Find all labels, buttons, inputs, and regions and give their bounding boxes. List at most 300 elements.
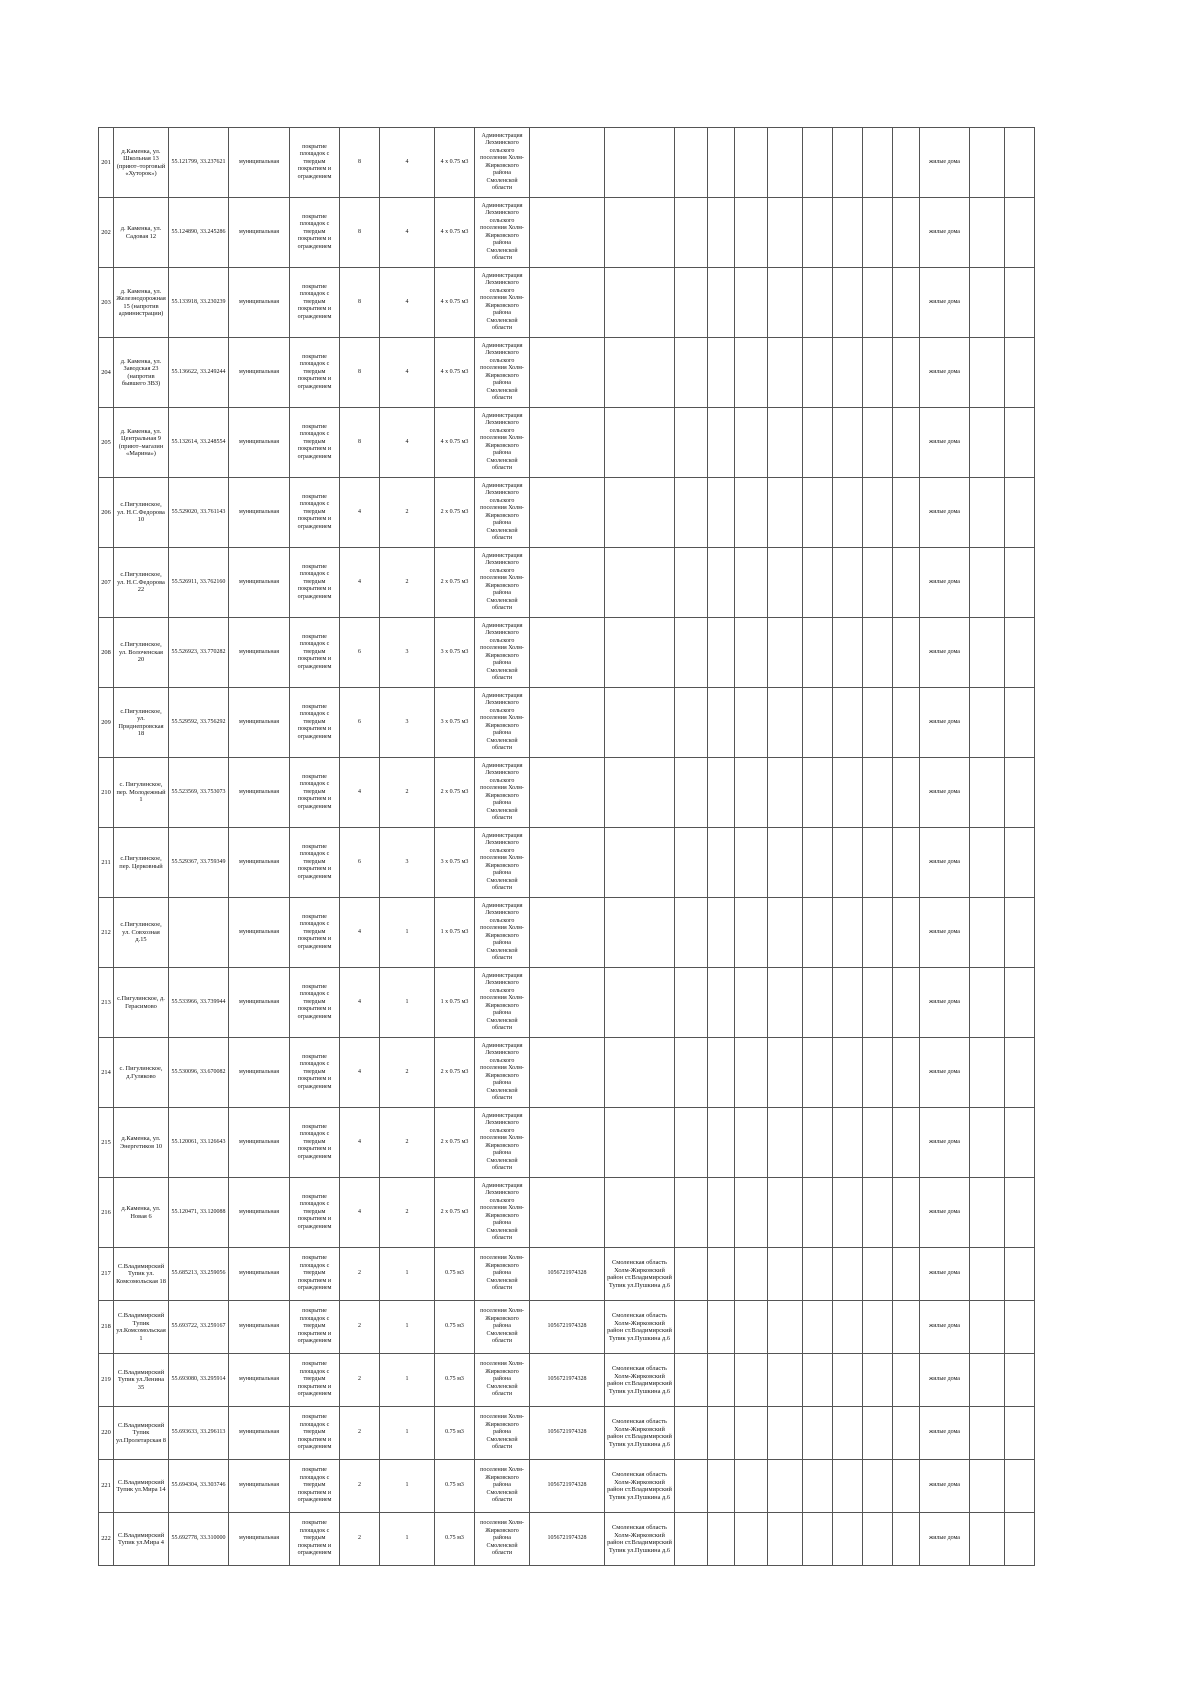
empty-cell [675,758,708,828]
empty-cell [833,1178,863,1248]
table-row [99,338,1035,408]
empty-cell [768,618,803,688]
empty-cell [893,1354,920,1407]
empty-cell [893,1460,920,1513]
coordinates: 55.132614, 33.248554 [169,408,229,478]
owner-ogrn: 1056721974328 [530,1248,605,1301]
row-number: 211 [99,828,114,898]
empty-cell [803,1407,833,1460]
site-area: 4 [340,898,380,968]
empty-cell [970,1178,1005,1248]
empty-cell [735,828,768,898]
empty-cell [1005,408,1035,478]
container-count: 2 [380,478,435,548]
table-row [99,1038,1035,1108]
empty-cell [768,198,803,268]
surface-type: покрытие площадок с твердым покрытием и ограждением [290,1178,340,1248]
owner-ogrn [530,898,605,968]
ownership-type: муниципальная [229,968,290,1038]
site-address: С.Владимирский Тупик ул.Мира 14 [114,1460,169,1513]
waste-source: жилые дома [920,1178,970,1248]
container-volume: 1 х 0.75 м3 [435,968,475,1038]
site-address: с. Пигулинское, пер. Молодежный 1 [114,758,169,828]
row-number: 214 [99,1038,114,1108]
empty-cell [735,898,768,968]
empty-cell [803,1460,833,1513]
empty-cell [863,1407,893,1460]
empty-cell [863,828,893,898]
surface-type: покрытие площадок с твердым покрытием и ограждением [290,1108,340,1178]
empty-cell [863,1248,893,1301]
site-area: 4 [340,548,380,618]
empty-cell [893,828,920,898]
empty-cell [768,1038,803,1108]
empty-cell [970,268,1005,338]
row-number: 203 [99,268,114,338]
owner-ogrn: 1056721974328 [530,1301,605,1354]
site-owner: Администрация Лехминского сельского поселения Холм-Жирковского района Смоленской области [475,968,530,1038]
table-row [99,828,1035,898]
coordinates: 55.693633, 33.296113 [169,1407,229,1460]
site-address: С.Владимирский Тупик ул.Ленина 35 [114,1354,169,1407]
empty-cell [675,1513,708,1566]
ownership-type: муниципальная [229,828,290,898]
owner-ogrn: 1056721974328 [530,1407,605,1460]
owner-ogrn [530,548,605,618]
empty-cell [708,1038,735,1108]
empty-cell [708,1178,735,1248]
container-count: 4 [380,338,435,408]
container-volume: 4 х 0.75 м3 [435,198,475,268]
empty-cell [735,1108,768,1178]
container-volume: 1 х 0.75 м3 [435,898,475,968]
empty-cell [863,618,893,688]
container-count: 3 [380,688,435,758]
site-address: С.Владимирский Тупик ул. Комсомольская 18 [114,1248,169,1301]
empty-cell [970,128,1005,198]
row-number: 206 [99,478,114,548]
coordinates: 55.693722, 33.259167 [169,1301,229,1354]
waste-source: жилые дома [920,408,970,478]
empty-cell [735,548,768,618]
empty-cell [675,828,708,898]
empty-cell [768,1354,803,1407]
site-area: 8 [340,128,380,198]
empty-cell [803,268,833,338]
owner-address [605,1038,675,1108]
empty-cell [833,758,863,828]
empty-cell [708,268,735,338]
row-number: 213 [99,968,114,1038]
empty-cell [675,1301,708,1354]
empty-cell [1005,198,1035,268]
empty-cell [675,1407,708,1460]
coordinates: 55.693080, 33.295914 [169,1354,229,1407]
surface-type: покрытие площадок с твердым покрытием и ограждением [290,898,340,968]
surface-type: покрытие площадок с твердым покрытием и ограждением [290,268,340,338]
empty-cell [863,758,893,828]
container-count: 2 [380,1178,435,1248]
empty-cell [708,1354,735,1407]
empty-cell [1005,548,1035,618]
site-owner: Администрация Лехминского сельского поселения Холм-Жирковского района Смоленской области [475,408,530,478]
empty-cell [675,548,708,618]
container-count: 1 [380,898,435,968]
empty-cell [675,338,708,408]
surface-type: покрытие площадок с твердым покрытием и ограждением [290,1407,340,1460]
owner-address [605,1178,675,1248]
empty-cell [708,198,735,268]
container-volume: 0.75 м3 [435,1354,475,1407]
empty-cell [803,898,833,968]
coordinates: 55.692778, 33.310000 [169,1513,229,1566]
empty-cell [833,968,863,1038]
container-volume: 0.75 м3 [435,1301,475,1354]
site-address: д.Каменка, ул. Энергетиков 10 [114,1108,169,1178]
empty-cell [803,1038,833,1108]
table-row [99,268,1035,338]
owner-address: Смоленская область Холм-Жирковский район ст.Владимирский Тупик ул.Пушкина д.6 [605,1301,675,1354]
empty-cell [1005,1301,1035,1354]
container-count: 1 [380,1407,435,1460]
empty-cell [675,128,708,198]
row-number: 207 [99,548,114,618]
empty-cell [708,1108,735,1178]
table-row [99,898,1035,968]
site-area: 2 [340,1513,380,1566]
container-count: 1 [380,968,435,1038]
container-count: 4 [380,408,435,478]
ownership-type: муниципальная [229,1354,290,1407]
ownership-type: муниципальная [229,268,290,338]
row-number: 209 [99,688,114,758]
empty-cell [803,548,833,618]
site-owner: поселения Холм-Жирковского района Смоленской области [475,1248,530,1301]
waste-source: жилые дома [920,1248,970,1301]
ownership-type: муниципальная [229,688,290,758]
empty-cell [1005,1407,1035,1460]
table-row [99,1301,1035,1354]
empty-cell [833,688,863,758]
container-count: 1 [380,1248,435,1301]
empty-cell [675,1178,708,1248]
container-count: 3 [380,618,435,688]
empty-cell [833,1407,863,1460]
row-number: 216 [99,1178,114,1248]
empty-cell [768,1407,803,1460]
empty-cell [768,968,803,1038]
waste-source: жилые дома [920,1460,970,1513]
empty-cell [833,618,863,688]
empty-cell [863,968,893,1038]
empty-cell [708,898,735,968]
empty-cell [735,758,768,828]
empty-cell [803,688,833,758]
empty-cell [768,1513,803,1566]
empty-cell [833,1354,863,1407]
empty-cell [970,688,1005,758]
waste-source: жилые дома [920,828,970,898]
empty-cell [768,1301,803,1354]
empty-cell [970,1407,1005,1460]
table-row [99,1460,1035,1513]
empty-cell [1005,1248,1035,1301]
ownership-type: муниципальная [229,1407,290,1460]
surface-type: покрытие площадок с твердым покрытием и ограждением [290,1301,340,1354]
waste-source: жилые дома [920,1108,970,1178]
empty-cell [708,688,735,758]
owner-ogrn [530,688,605,758]
ownership-type: муниципальная [229,1248,290,1301]
coordinates: 55.523569, 33.753073 [169,758,229,828]
coordinates: 55.685213, 33.259056 [169,1248,229,1301]
empty-cell [803,968,833,1038]
owner-ogrn: 1056721974328 [530,1354,605,1407]
empty-cell [803,338,833,408]
empty-cell [893,1178,920,1248]
empty-cell [893,1038,920,1108]
ownership-type: муниципальная [229,338,290,408]
empty-cell [893,1108,920,1178]
coordinates: 55.526923, 33.770282 [169,618,229,688]
container-count: 4 [380,268,435,338]
empty-cell [893,618,920,688]
site-area: 4 [340,478,380,548]
empty-cell [803,198,833,268]
empty-cell [708,618,735,688]
container-volume: 0.75 м3 [435,1460,475,1513]
owner-ogrn [530,758,605,828]
coordinates: 55.124890, 33.245286 [169,198,229,268]
site-owner: поселения Холм-Жирковского района Смоленской области [475,1407,530,1460]
owner-address [605,898,675,968]
site-address: С.Владимирский Тупик ул.Мира 4 [114,1513,169,1566]
empty-cell [803,1513,833,1566]
row-number: 205 [99,408,114,478]
empty-cell [970,1354,1005,1407]
empty-cell [863,1301,893,1354]
empty-cell [708,1301,735,1354]
empty-cell [735,618,768,688]
waste-source: жилые дома [920,548,970,618]
site-owner: Администрация Лехминского сельского поселения Холм-Жирковского района Смоленской области [475,618,530,688]
row-number: 201 [99,128,114,198]
owner-address [605,1108,675,1178]
empty-cell [708,1460,735,1513]
site-owner: Администрация Лехминского сельского поселения Холм-Жирковского района Смоленской области [475,1178,530,1248]
site-area: 6 [340,828,380,898]
owner-address [605,268,675,338]
site-area: 6 [340,618,380,688]
site-area: 4 [340,1178,380,1248]
empty-cell [768,1108,803,1178]
row-number: 208 [99,618,114,688]
site-area: 8 [340,408,380,478]
owner-address [605,758,675,828]
site-owner: Администрация Лехминского сельского поселения Холм-Жирковского района Смоленской области [475,1108,530,1178]
empty-cell [833,1038,863,1108]
ownership-type: муниципальная [229,548,290,618]
empty-cell [863,1460,893,1513]
container-volume: 3 х 0.75 м3 [435,618,475,688]
empty-cell [833,1108,863,1178]
owner-address [605,968,675,1038]
container-count: 2 [380,548,435,618]
empty-cell [1005,968,1035,1038]
waste-source: жилые дома [920,688,970,758]
empty-cell [768,338,803,408]
site-area: 2 [340,1460,380,1513]
empty-cell [833,268,863,338]
empty-cell [833,478,863,548]
container-volume: 2 х 0.75 м3 [435,548,475,618]
empty-cell [1005,758,1035,828]
waste-source: жилые дома [920,758,970,828]
table-row [99,1248,1035,1301]
empty-cell [675,1108,708,1178]
waste-source: жилые дома [920,1407,970,1460]
registry-table [98,127,1035,1566]
empty-cell [893,1407,920,1460]
surface-type: покрытие площадок с твердым покрытием и ограждением [290,338,340,408]
coordinates: 55.533966, 33.739944 [169,968,229,1038]
owner-address: Смоленская область Холм-Жирковский район ст.Владимирский Тупик ул.Пушкина д.6 [605,1513,675,1566]
site-owner: поселения Холм-Жирковского района Смоленской области [475,1460,530,1513]
container-volume: 0.75 м3 [435,1248,475,1301]
container-count: 1 [380,1513,435,1566]
empty-cell [675,408,708,478]
empty-cell [735,1513,768,1566]
empty-cell [708,758,735,828]
empty-cell [708,1513,735,1566]
empty-cell [803,758,833,828]
empty-cell [708,1407,735,1460]
surface-type: покрытие площадок с твердым покрытием и ограждением [290,548,340,618]
waste-source: жилые дома [920,198,970,268]
ownership-type: муниципальная [229,128,290,198]
waste-source: жилые дома [920,1038,970,1108]
empty-cell [970,338,1005,408]
owner-address: Смоленская область Холм-Жирковский район ст.Владимирский Тупик ул.Пушкина д.6 [605,1460,675,1513]
waste-source: жилые дома [920,618,970,688]
empty-cell [803,618,833,688]
row-number: 220 [99,1407,114,1460]
empty-cell [675,1460,708,1513]
empty-cell [1005,1354,1035,1407]
empty-cell [768,1460,803,1513]
site-owner: Администрация Лехминского сельского поселения Холм-Жирковского района Смоленской области [475,128,530,198]
empty-cell [970,618,1005,688]
site-address: с.Пигулинское, ул. Волоченская 20 [114,618,169,688]
empty-cell [768,408,803,478]
empty-cell [970,1513,1005,1566]
site-area: 8 [340,268,380,338]
empty-cell [863,898,893,968]
owner-ogrn [530,1178,605,1248]
table-row [99,128,1035,198]
site-area: 4 [340,758,380,828]
waste-source: жилые дома [920,968,970,1038]
owner-address: Смоленская область Холм-Жирковский район ст.Владимирский Тупик ул.Пушкина д.6 [605,1354,675,1407]
coordinates: 55.530096, 33.670082 [169,1038,229,1108]
owner-ogrn [530,1038,605,1108]
owner-ogrn [530,128,605,198]
empty-cell [768,898,803,968]
empty-cell [735,128,768,198]
container-count: 1 [380,1460,435,1513]
empty-cell [833,1248,863,1301]
owner-address [605,198,675,268]
surface-type: покрытие площадок с твердым покрытием и ограждением [290,828,340,898]
empty-cell [675,1038,708,1108]
empty-cell [735,478,768,548]
container-volume: 2 х 0.75 м3 [435,1178,475,1248]
empty-cell [735,1178,768,1248]
empty-cell [735,1407,768,1460]
empty-cell [768,478,803,548]
empty-cell [863,1178,893,1248]
empty-cell [1005,268,1035,338]
empty-cell [675,478,708,548]
empty-cell [970,1460,1005,1513]
empty-cell [970,1301,1005,1354]
row-number: 217 [99,1248,114,1301]
table-row [99,968,1035,1038]
empty-cell [1005,828,1035,898]
empty-cell [768,758,803,828]
empty-cell [1005,1108,1035,1178]
empty-cell [735,1248,768,1301]
empty-cell [893,408,920,478]
empty-cell [863,1354,893,1407]
ownership-type: муниципальная [229,898,290,968]
empty-cell [803,1108,833,1178]
empty-cell [768,1178,803,1248]
site-address: С.Владимирский Тупик ул.Пролетарская 8 [114,1407,169,1460]
site-address: д. Каменка, ул. Садовая 12 [114,198,169,268]
surface-type: покрытие площадок с твердым покрытием и ограждением [290,1354,340,1407]
empty-cell [863,1108,893,1178]
waste-source: жилые дома [920,268,970,338]
empty-cell [833,1460,863,1513]
empty-cell [735,268,768,338]
empty-cell [893,128,920,198]
empty-cell [675,968,708,1038]
empty-cell [803,1178,833,1248]
empty-cell [708,828,735,898]
registry-table-body [99,128,1035,1566]
table-row [99,1354,1035,1407]
container-count: 4 [380,198,435,268]
ownership-type: муниципальная [229,758,290,828]
empty-cell [893,1513,920,1566]
empty-cell [833,898,863,968]
owner-address [605,478,675,548]
empty-cell [833,828,863,898]
empty-cell [768,688,803,758]
empty-cell [863,268,893,338]
empty-cell [803,1301,833,1354]
site-area: 4 [340,1108,380,1178]
empty-cell [735,198,768,268]
table-row [99,618,1035,688]
empty-cell [893,338,920,408]
empty-cell [893,688,920,758]
surface-type: покрытие площадок с твердым покрытием и ограждением [290,1513,340,1566]
waste-source: жилые дома [920,338,970,408]
empty-cell [863,688,893,758]
empty-cell [1005,1460,1035,1513]
